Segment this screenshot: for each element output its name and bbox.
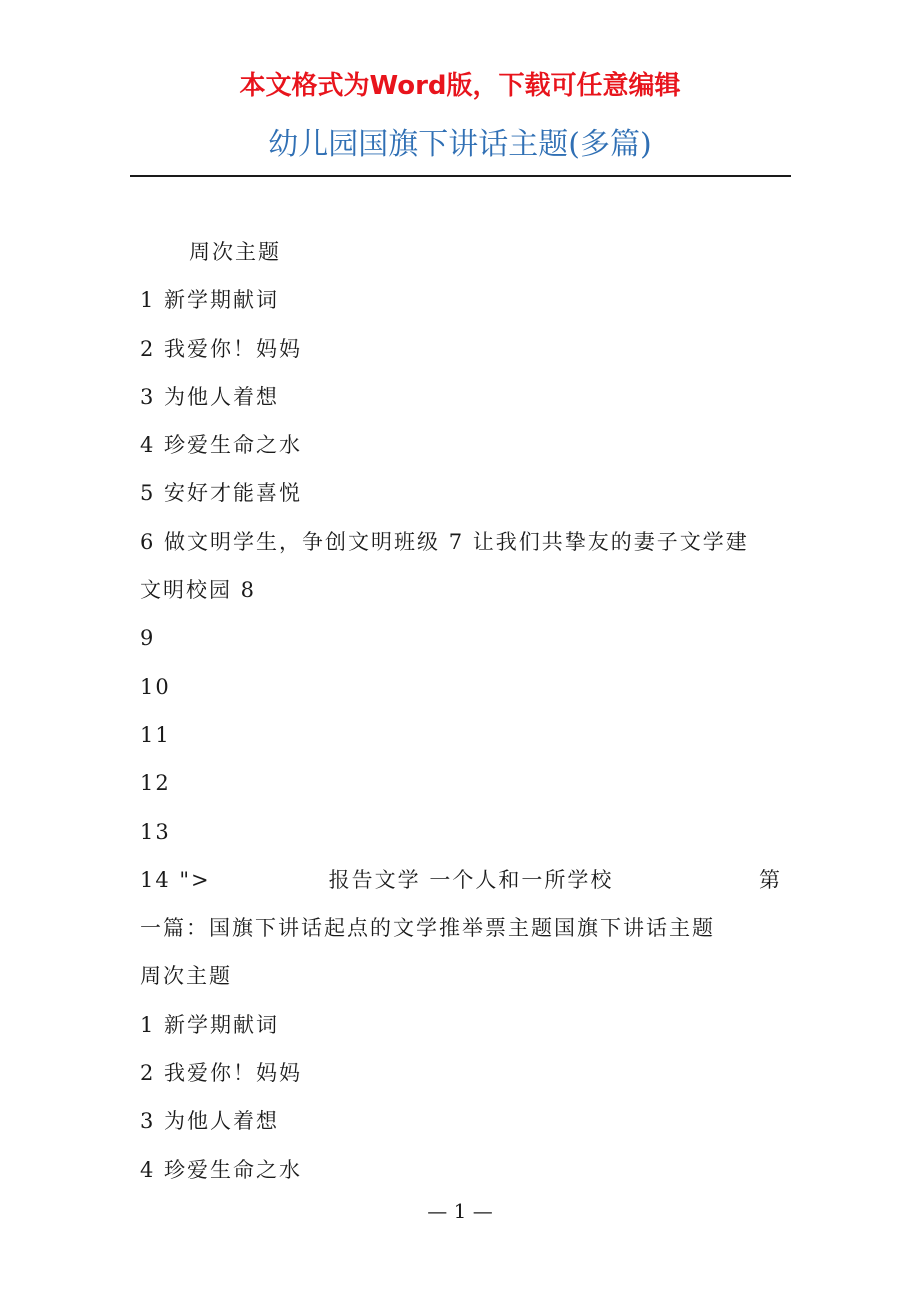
line-14-number: 14 ">: [140, 867, 211, 892]
line-14-middle: 报告文学 一个人和一所学校: [328, 867, 614, 892]
line-14-right: 第: [759, 867, 782, 892]
body-line: 4 珍爱生命之水: [140, 1157, 303, 1182]
body-line: 文明校园 8: [140, 578, 257, 603]
body-line: 12: [140, 771, 171, 796]
body-line: 6 做文明学生，争创文明班级 7 让我们共挚友的妻子文学建: [140, 529, 749, 554]
body-line: 11: [140, 722, 171, 747]
body-line: 1 新学期献词: [140, 1012, 280, 1037]
body-line: 周次主题: [140, 964, 232, 989]
body-line-14: [140, 856, 782, 904]
body-line: 1 新学期献词: [140, 288, 280, 313]
document-body: [140, 228, 782, 1194]
body-line: 10: [140, 674, 171, 699]
document-title: 幼儿园国旗下讲话主题(多篇): [268, 127, 652, 162]
body-line: 一篇：国旗下讲话起点的文学推举票主题国旗下讲话主题: [140, 916, 715, 941]
body-line: 13: [140, 819, 171, 844]
body-line: 5 安好才能喜悦: [140, 481, 303, 506]
title-divider: [130, 175, 791, 177]
body-line: 4 珍爱生命之水: [140, 433, 303, 458]
body-line: 9: [140, 626, 156, 651]
body-line: 2 我爱你！妈妈: [140, 1061, 303, 1086]
body-line: 3 为他人着想: [140, 384, 280, 409]
page-number: — 1 —: [427, 1199, 493, 1223]
body-line: 3 为他人着想: [140, 1109, 280, 1134]
body-line: 周次主题: [189, 240, 281, 264]
body-line: 2 我爱你！妈妈: [140, 336, 303, 361]
format-banner: 本文格式为Word版，下载可任意编辑: [239, 71, 681, 101]
